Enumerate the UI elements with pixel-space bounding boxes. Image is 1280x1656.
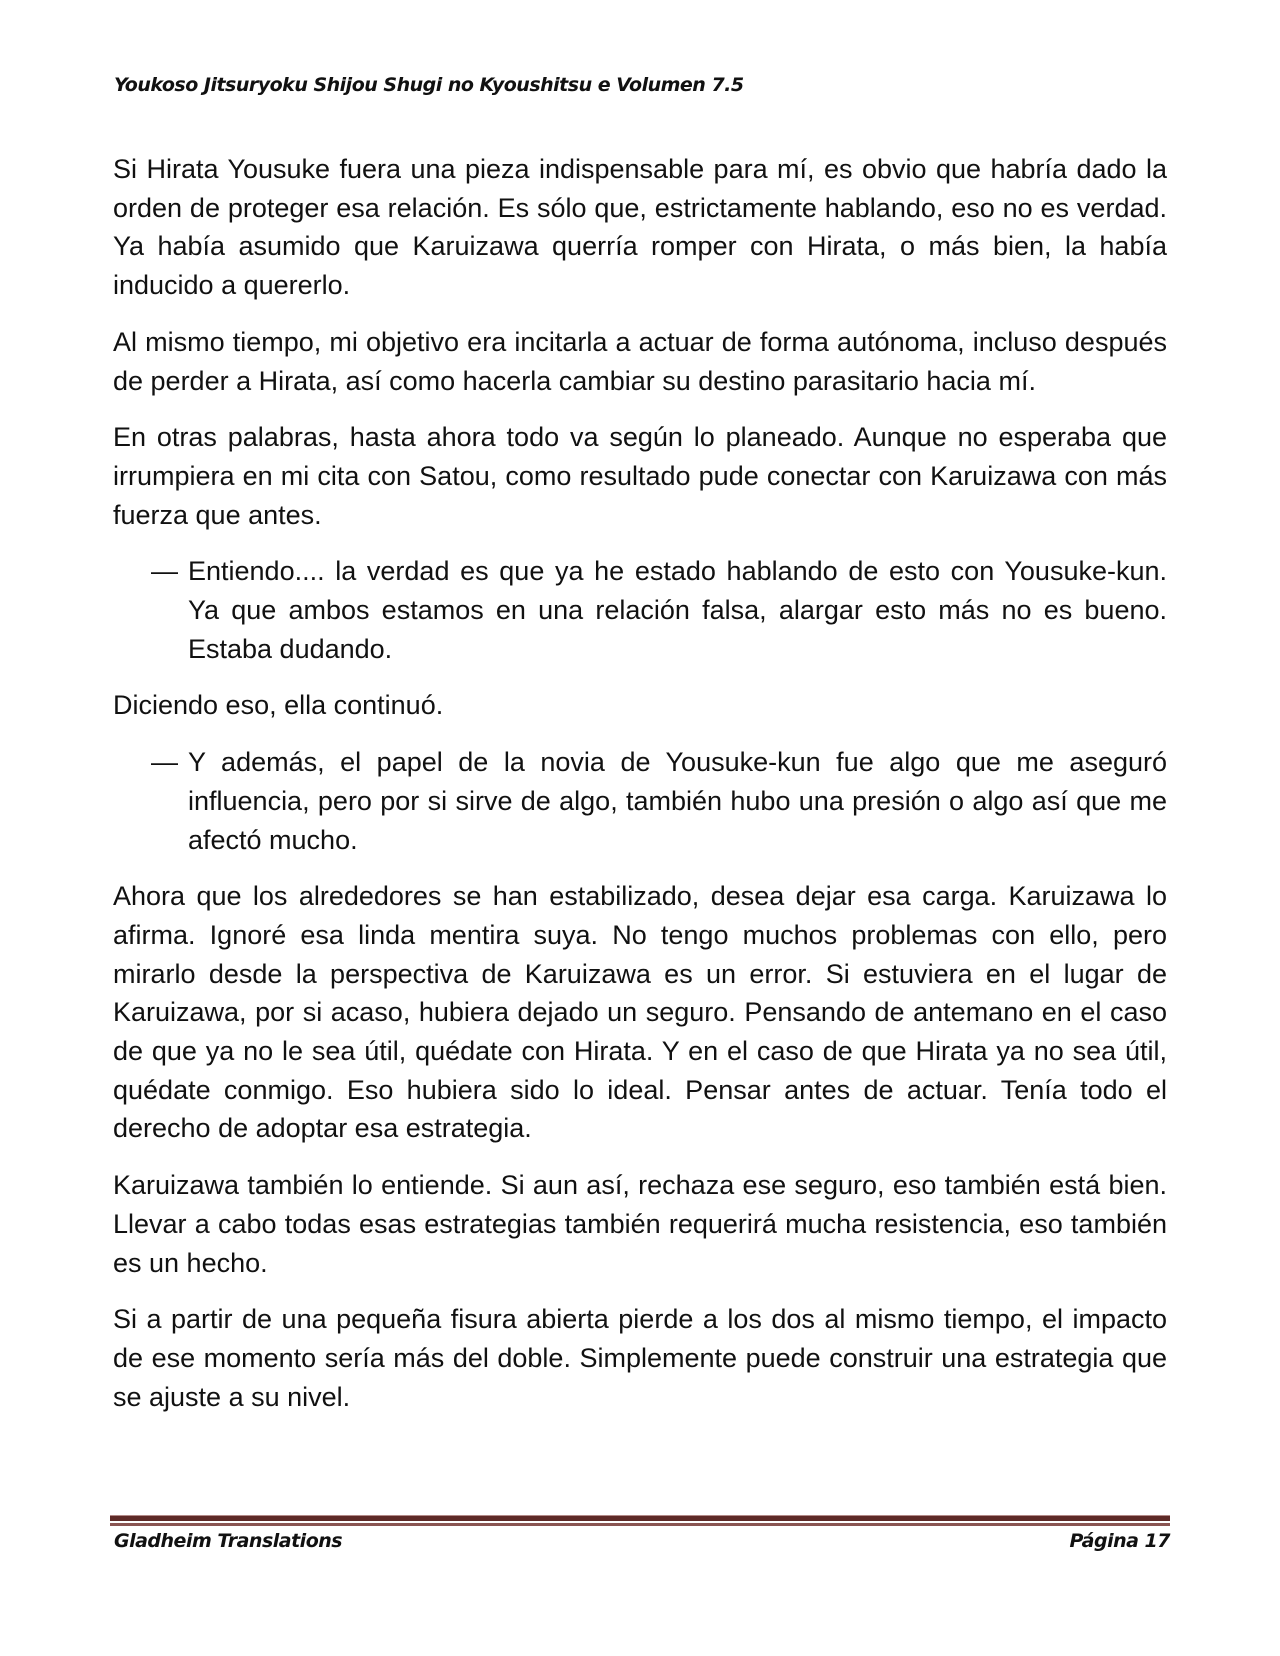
dialogue-paragraph (151, 552, 1167, 668)
paragraph: Ahora que los alrededores se han estabilizado, desea dejar esa carga. Karuizawa lo afirma. Ignoré esa linda mentira suya. No tengo muchos problemas con ello, pero mirarlo desde la perspectiva de Karuizawa es un error. Si estuviera en el lugar de Karuizawa, por si acaso, hubiera dejado un seguro. Pensando de antemano en el caso de que ya no le sea útil, quédate con Hirata. Y en el caso de que Hirata ya no sea útil, quédate conmigo. Eso hubiera sido lo ideal. Pensar antes de actuar. Tenía todo el derecho de adoptar esa estrategia. (113, 881, 1167, 1144)
dialogue-text: Y además, el papel de la novia de Yousuke-kun fue algo que me aseguró influencia, pero por si sirve de algo, también hubo una presión o algo así que me afectó mucho. (188, 747, 1167, 855)
dialogue-dash: — (151, 747, 178, 778)
paragraph: Si a partir de una pequeña fisura abierta pierde a los dos al mismo tiempo, el impacto de ese momento sería más del doble. Simplemente puede construir una estrategia que se ajuste a su nivel. (113, 1304, 1167, 1412)
footer-rule (110, 1515, 1170, 1523)
page-number: Página 17 (1069, 1530, 1170, 1552)
dialogue-dash: — (151, 556, 178, 587)
dialogue-paragraph (151, 743, 1167, 859)
paragraph: Diciendo eso, ella continuó. (113, 690, 444, 721)
paragraph: En otras palabras, hasta ahora todo va según lo planeado. Aunque no esperaba que irrumpiera en mi cita con Satou, como resultado pude conectar con Karuizawa con más fuerza que antes. (113, 422, 1167, 530)
footer-credit: Gladheim Translations (114, 1530, 343, 1552)
running-header: Youkoso Jitsuryoku Shijou Shugi no Kyoushitsu e Volumen 7.5 (114, 74, 744, 96)
paragraph: Al mismo tiempo, mi objetivo era incitarla a actuar de forma autónoma, incluso después de perder a Hirata, así como hacerla cambiar su destino parasitario hacia mí. (113, 326, 1167, 396)
dialogue-text: Entiendo.... la verdad es que ya he estado hablando de esto con Yousuke-kun. Ya que ambos estamos en una relación falsa, alargar esto más no es bueno. Estaba dudando. (188, 556, 1167, 664)
paragraph: Karuizawa también lo entiende. Si aun así, rechaza ese seguro, eso también está bien. Llevar a cabo todas esas estrategias también requerirá mucha resistencia, eso también es un hecho. (113, 1170, 1167, 1278)
page-body (113, 150, 1167, 1434)
paragraph: Si Hirata Yousuke fuera una pieza indispensable para mí, es obvio que habría dado la orden de proteger esa relación. Es sólo que, estrictamente hablando, eso no es verdad. Ya había asumido que Karuizawa querría romper con Hirata, o más bien, la había inducido a quererlo. (113, 154, 1167, 301)
